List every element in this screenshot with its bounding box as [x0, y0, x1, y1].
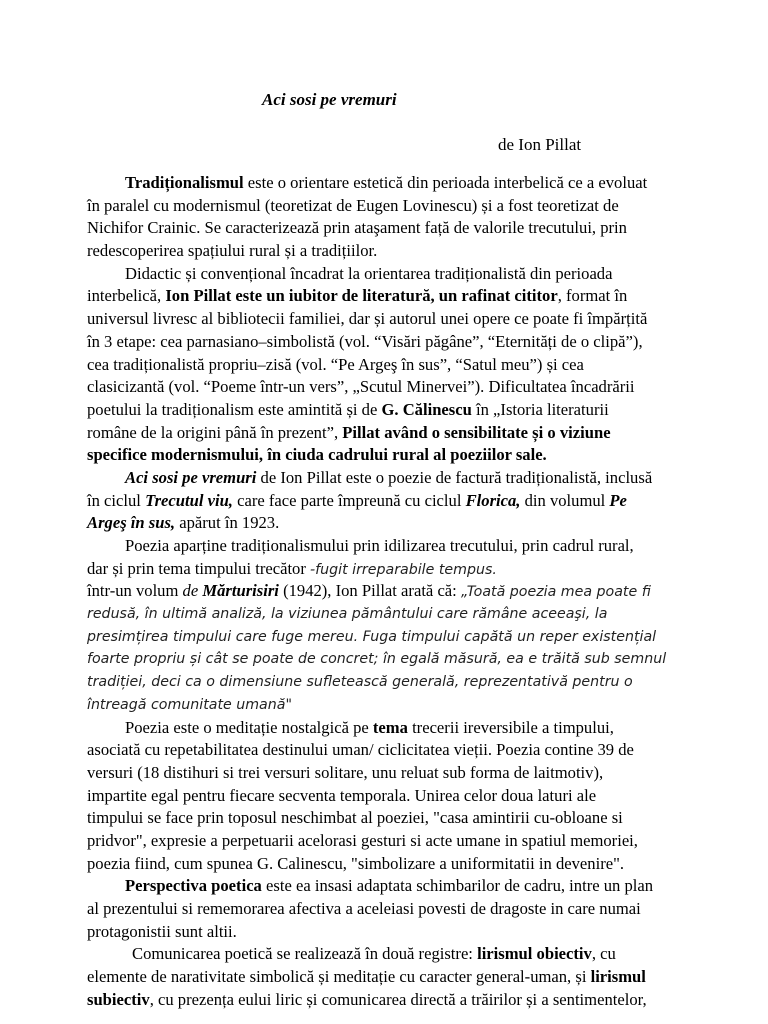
paragraph-4-line: [87, 580, 687, 603]
bold-italic-span: Mărturisiri: [202, 581, 279, 601]
quote-line: redusă, în ultimă analiză, la viziunea pământului care rămâne aceeaşi, la: [87, 606, 608, 623]
text-span: elemente de narativitate simbolică și meditație cu caracter general-uman, și: [87, 967, 591, 987]
paragraph-1-line: redescoperirea spațiului rural și a tradițiilor.: [87, 241, 378, 261]
quote-line: foarte propriu și cât se poate de concret; în egală măsură, ea e trăită sub semnul: [87, 651, 667, 668]
paragraph-6-line: al prezentului si rememorarea afectiva a aceleiasi povesti de dragoste in care numai: [87, 899, 641, 918]
quote-line: presimțirea timpului care fuge mereu. Fuga timpului capătă un reper existențial: [87, 628, 657, 645]
bold-italic-span: Trecutul viu,: [145, 490, 233, 510]
text-span: într-un volum: [87, 581, 183, 601]
bold-italic-span: Pe: [609, 490, 627, 510]
text-span: de Ion Pillat este o poezie de factură tradiționalistă, inclusă: [256, 467, 653, 487]
bold-span: G. Călinescu: [381, 399, 472, 419]
text-span: în ciclul: [87, 490, 146, 510]
text-span: Poezia este o meditație nostalgică pe: [125, 717, 373, 737]
text-span: în „Istoria literaturii: [471, 399, 609, 419]
paragraph-2-line: [87, 399, 687, 422]
text-span: care face parte împreună cu ciclul: [232, 490, 466, 510]
paragraph-2-line: clasicizantă (vol. “Poeme într-un vers”, „Scutul Minervei”). Dificultatea încadrării: [87, 377, 635, 397]
text-span: este ea insasi adaptata schimbarilor de cadru, intre un plan: [261, 876, 654, 896]
paragraph-2-line: în 3 etape: cea parnasiano–simbolistă (vol. “Visări păgâne”, “Eternități de o clipă”),: [87, 331, 643, 351]
text-span: (1942), Ion Pillat arată că:: [278, 581, 461, 601]
term-traditionalism: Tradiționalismul: [125, 173, 244, 192]
paragraph-2-line: cea tradiționalistă propriu–zisă (vol. “Pe Argeş în sus”, “Satul meu”) și cea: [87, 354, 584, 374]
paragraph-5-line: [87, 717, 687, 740]
bold-italic-span: Florica,: [465, 490, 521, 510]
paragraph-3-line: [87, 467, 687, 490]
paragraph-2-line: universul livresc al bibliotecii familiei, dar și autorul unei opere ce poate fi împărțită: [87, 309, 648, 329]
paragraph-6-line: [87, 875, 687, 898]
paragraph-1-line: [87, 172, 687, 195]
text-span: din volumul: [520, 490, 610, 510]
text-span: , format în: [557, 286, 628, 306]
bold-span: Perspectiva poetica: [125, 876, 262, 896]
paragraph-5-line: versuri (18 distihuri si trei versuri solitare, unu reluat sub forma de laitmotiv),: [87, 762, 604, 782]
bold-span: lirismul: [590, 967, 646, 987]
document-body: [87, 172, 687, 1011]
text-span: , cu prezența eului liric și comunicarea directă a trăirilor și a sentimentelor,: [149, 989, 647, 1009]
text-span: dar și prin tema timpului trecător: [87, 558, 311, 578]
text-span: Comunicarea poetică se realizează în două registre:: [132, 944, 478, 964]
paragraph-7-line: [87, 943, 687, 966]
bold-span: Ion Pillat este un iubitor de literatură, un rafinat cititor: [165, 286, 558, 306]
paragraph-2-line: [87, 285, 687, 308]
quote-span: -fugit irreparabile tempus.: [310, 561, 497, 578]
text-span: apărut în 1923.: [175, 513, 280, 533]
paragraph-7-line: [87, 989, 687, 1012]
poem-title: Aci sosi pe vremuri: [262, 90, 397, 109]
paragraph-2-line: specifice modernismului, în ciuda cadrului rural al poeziilor sale.: [87, 445, 547, 465]
paragraph-5-line: impartite egal pentru fiecare secventa temporala. Unirea celor doua laturi ale: [87, 785, 597, 805]
text-span: interbelică,: [87, 286, 166, 306]
paragraph-7-line: [87, 966, 687, 989]
text-span: române de la origini până în prezent”,: [87, 422, 343, 442]
bold-span: Pillat având o sensibilitate și o viziune: [342, 422, 611, 442]
paragraph-5-line: pridvor", expresie a perpetuarii acelorasi gesturi si acte umane in spatiul memoriei,: [87, 830, 638, 850]
paragraph-2-line: [87, 422, 687, 445]
paragraph-1-line: Nichifor Crainic. Se caracterizează prin ataşament față de valorile trecutului, prin: [87, 218, 627, 238]
paragraph-1-line: în paralel cu modernismul (teoretizat de Eugen Lovinescu) și a fost teoretizat de: [87, 195, 619, 215]
bold-span: lirismul obiectiv: [477, 944, 592, 964]
text-span: poetului la tradiționalism este amintită și de: [87, 399, 382, 419]
text-span: trecerii ireversibile a timpului,: [407, 717, 614, 737]
poem-author: de Ion Pillat: [498, 135, 582, 154]
bold-italic-span: Argeş în sus,: [87, 513, 176, 533]
paragraph-3-line: [87, 512, 687, 535]
paragraph-5-line: poezia fiind, cum spunea G. Calinescu, "simbolizare a uniformitatii in devenire".: [87, 853, 625, 873]
paragraph-2-line: Didactic și convențional încadrat la orientarea tradiționalistă din perioada: [125, 263, 613, 283]
bold-span: subiectiv: [87, 989, 150, 1009]
paragraph-5-line: timpului se face prin toposul neschimbat al poeziei, "casa amintirii cu-obloane si: [87, 808, 623, 828]
quote-line: tradiției, deci ca o dimensiune sufletească generală, reprezentativă pentru o: [87, 674, 633, 691]
paragraph-6-line: protagonistii sunt altii.: [87, 921, 237, 941]
quote-line: întreagă comunitate umană": [87, 696, 292, 713]
bold-span: tema: [372, 717, 408, 737]
paragraph-5-line: asociată cu repetabilitatea destinului uman/ ciclicitatea vieții. Poezia contine 39 de: [87, 740, 634, 760]
text-span: este o orientare estetică din perioada interbelică ce a evoluat: [243, 173, 648, 192]
text-span: , cu: [591, 944, 616, 964]
bold-italic-span: Aci sosi pe vremuri: [125, 467, 257, 487]
paragraph-3-line: [87, 490, 687, 513]
paragraph-4-line: [87, 558, 687, 581]
quote-span: „Toată poezia mea poate fi: [460, 584, 651, 601]
paragraph-4-line: Poezia aparține tradiționalismului prin idilizarea trecutului, prin cadrul rural,: [125, 536, 634, 555]
italic-span: de: [182, 581, 203, 601]
